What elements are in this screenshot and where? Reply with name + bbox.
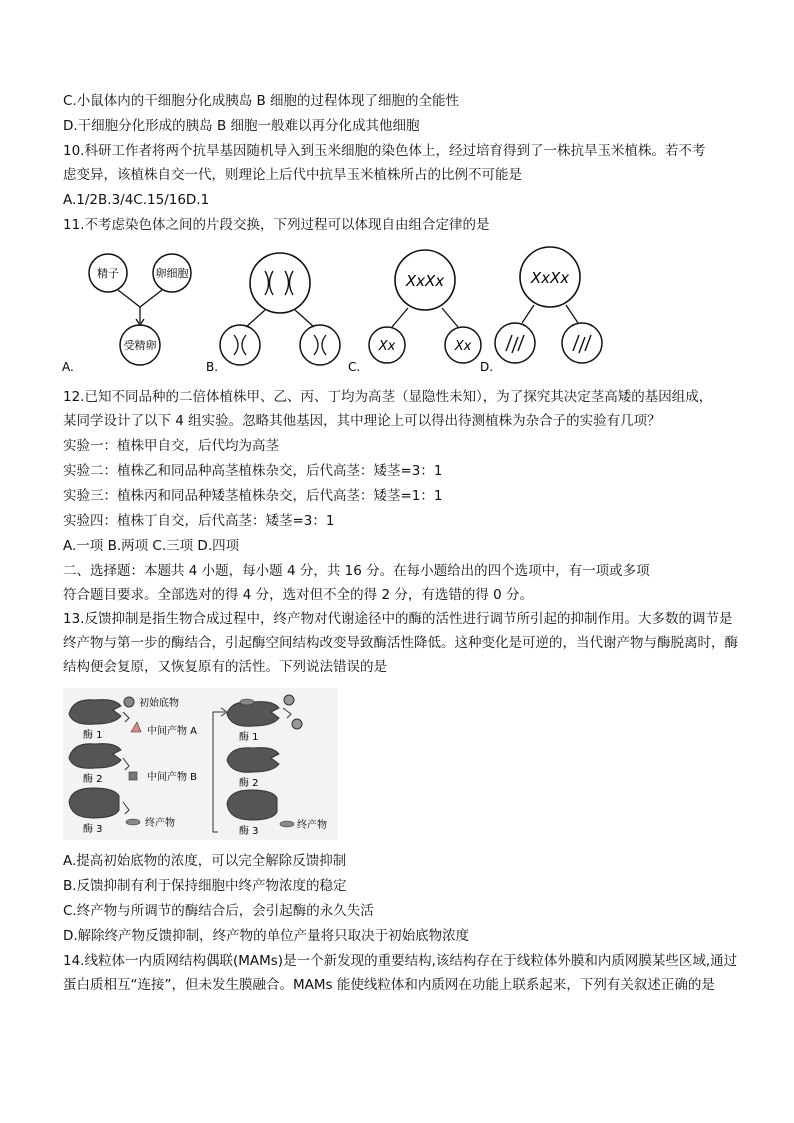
chromosomes-c1: Xx [378,339,396,354]
zygote-label: 受精卵 [123,339,157,352]
sperm-label: 精子 [97,267,119,280]
q11-label-c: C. [348,360,361,374]
q12-stem-line1: 12.已知不同品种的二倍体植株甲、乙、丙、丁均为高茎（显隐性未知），为了探究其决定茎高矮的基因组成， [63,389,713,405]
section2-line1: 二、选择题：本题共 4 小题，每小题 4 分，共 16 分。在每小题给出的四个选项中，有一项或多项 [63,563,650,579]
q13-option-c: C.终产物与所调节的酶结合后，会引起酶的永久失活 [63,903,374,919]
enzyme3-label: 酶 3 [83,824,103,835]
q10-stem-line1: 10.科研工作者将两个抗旱基因随机导入到玉米细胞的染色体上，经过培育得到了一株抗旱玉米植株。若不考 [63,143,706,159]
chromosomes-c: XxXx [405,272,445,290]
r-end-product-label: 终产物 [297,820,327,831]
chromosomes-d: XxXx [530,269,570,287]
substrate-ball-2 [292,719,302,729]
q11-fig-c [348,250,481,374]
q10-options: A.1/2B.3/4C.15/16D.1 [63,192,210,208]
egg-label: 卵细胞 [155,267,189,280]
enzyme2-label: 酶 2 [83,774,103,785]
q9-option-c: C.小鼠体内的干细胞分化成胰岛 B 细胞的过程体现了细胞的全能性 [63,93,460,109]
section2-line2: 符合题目要求。全部选对的得 4 分，选对但不全的得 2 分，有选错的得 0 分。 [63,587,534,603]
r-enzyme3-label: 酶 3 [239,826,259,837]
daughter-cell-b2 [300,325,340,365]
q12-exp3: 实验三：植株丙和同品种矮茎植株杂交，后代高茎：矮茎=1：1 [63,488,443,504]
intermediate-b-shape [129,772,137,780]
bound-end-product [240,699,254,705]
daughter-cell-d1 [495,323,535,363]
q13-figure [63,688,338,840]
initial-substrate-label: 初始底物 [139,698,179,709]
r-enzyme1-label: 酶 1 [239,732,259,743]
end-product-label: 终产物 [145,818,175,829]
substrate-ball-1 [284,695,294,705]
q11-label-a: A. [62,360,74,374]
q12-exp2: 实验二：植株乙和同品种高茎植株杂交，后代高茎：矮茎=3：1 [63,463,443,479]
q10-stem-line2: 虑变异，该植株自交一代，则理论上后代中抗旱玉米植株所占的比例不可能是 [63,167,522,183]
inhibited-enzyme1-shape [227,702,279,727]
fusion-lines [118,290,162,323]
q13-option-a: A.提高初始底物的浓度，可以完全解除反馈抑制 [63,853,347,869]
enzyme1-shape [69,700,121,725]
chromosomes-d2 [573,335,591,353]
q11-fig-a [62,254,191,374]
chromosomes-d1 [506,335,524,353]
q12-exp4: 实验四：植株丁自交，后代高茎：矮茎=3：1 [63,513,335,529]
daughter-cell-b1 [220,325,260,365]
q11-label-d: D. [480,360,494,374]
q14-stem: 14.线粒体一内质网结构偶联(MAMs)是一个新发现的重要结构,该结构存在于线粒体外膜和内质网膜某些区域,通过蛋白质相互“连接”，但未发生膜融合。MAMs 能使线粒体和内质网在功能上联系起来，下列有关叙述正确的是 [63,953,738,993]
intermediate-b-label: 中间产物 B [147,772,198,783]
q13-option-b: B.反馈抑制有利于保持细胞中终产物浓度的稳定 [63,878,347,894]
q13-option-d: D.解除终产物反馈抑制，终产物的单位产量将只取决于初始底物浓度 [63,928,470,944]
q13-stem: 13.反馈抑制是指生物合成过程中，终产物对代谢途径中的酶的活性进行调节所引起的抑制作用。大多数的调节是终产物与第一步的酶结合，引起酶空间结构改变导致酶活性降低。这种变化是可逆的，当代谢产物与酶脱离时，酶结构便会复原，又恢复原有的活性。下列说法错误的是 [63,611,738,675]
q11-label-b: B. [206,360,219,374]
intermediate-a-label: 中间产物 A [147,726,198,737]
q12-exp1: 实验一：植株甲自交，后代均为高茎 [63,438,279,454]
enzyme2-shape [69,744,121,769]
r-enzyme3-shape [227,790,277,820]
q11-fig-d [480,247,602,374]
chromosome-b1 [234,335,246,355]
parent-cell-b [250,253,310,313]
chromosomes-c2: Xx [454,339,472,354]
q12-options: A.一项 B.两项 C.三项 D.四项 [63,538,240,554]
q9-option-d: D.干细胞分化形成的胰岛 B 细胞一般难以再分化成其他细胞 [63,118,420,134]
r-end-product-shape [280,821,294,827]
daughter-cell-d2 [562,323,602,363]
q11-figure [60,245,620,375]
enzyme1-label: 酶 1 [83,730,103,741]
end-product-shape [126,819,140,825]
initial-substrate-ball [124,697,134,707]
q11-stem: 11.不考虑染色体之间的片段交换，下列过程可以体现自由组合定律的是 [63,217,490,233]
r-enzyme2-label: 酶 2 [239,778,259,789]
division-arrows-c [392,308,458,327]
enzyme3-shape [69,788,119,818]
chromosome-b2 [314,335,326,355]
q11-fig-b [206,253,340,374]
r-enzyme2-shape [227,748,279,773]
q12-stem-line2: 某同学设计了以下 4 组实验。忽略其他基因，其中理论上可以得出待测植株为杂合子的实验有几项？ [63,413,661,429]
chromosomes-b [265,271,293,295]
